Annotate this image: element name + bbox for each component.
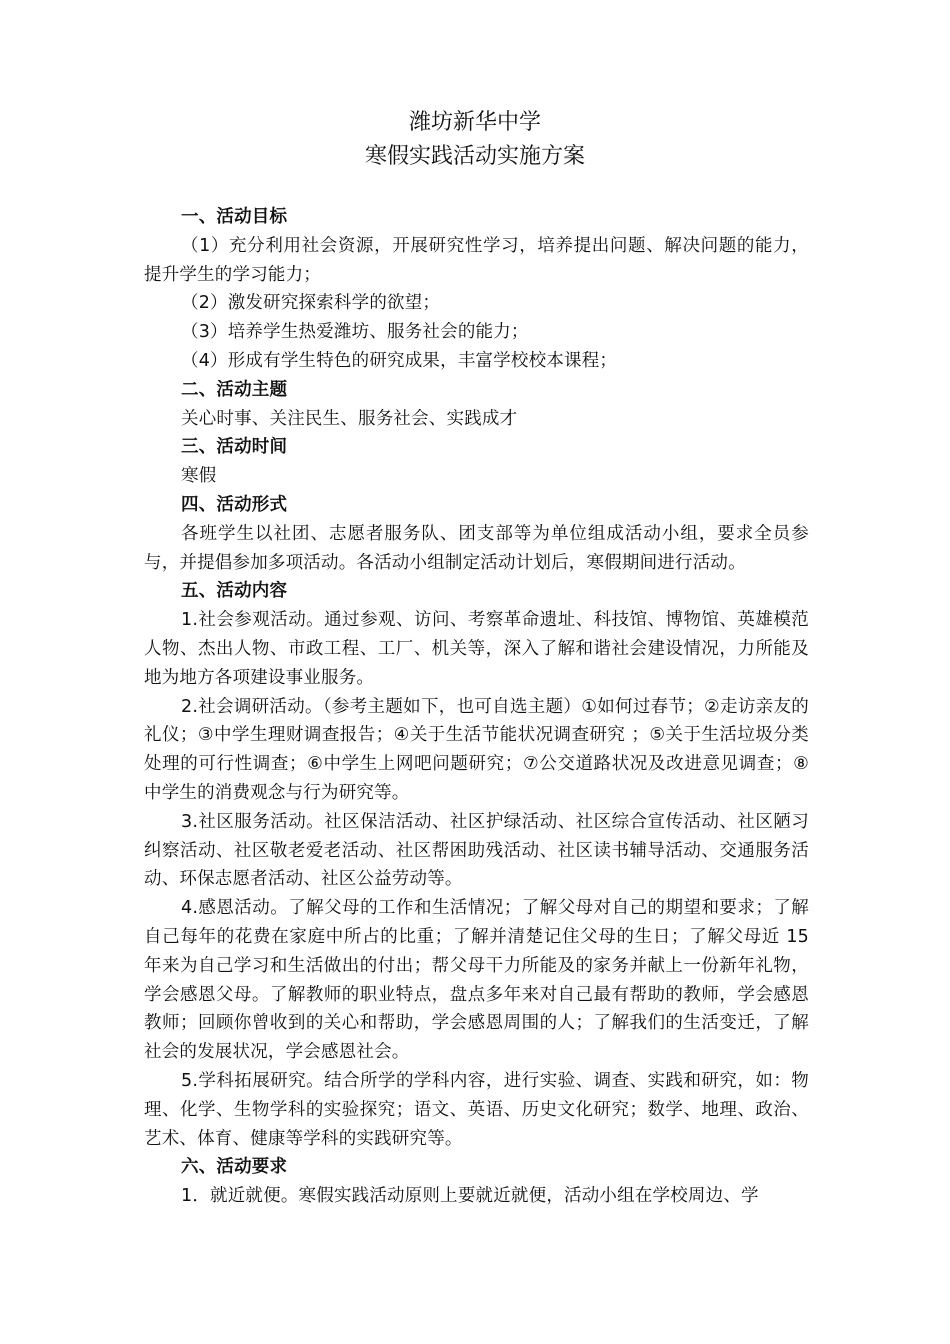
goal-item-1: （1）充分利用社会资源，开展研究性学习，培养提出问题、解决问题的能力，提升学生的学习能力；	[144, 235, 809, 285]
time-text: 寒假	[181, 466, 217, 487]
section-heading-goals: 一、活动目标	[181, 207, 288, 227]
content-item-1: 1.社会参观活动。通过参观、访问、考察革命遗址、科技馆、博物馆、英雄模范人物、杰出人物、市政工程、工厂、机关等，深入了解和谐社会建设情况，力所能及地为地方各项建设事业服务。	[144, 610, 809, 688]
content-item-5: 5.学科拓展研究。结合所学的学科内容，进行实验、调查、实践和研究，如：物理、化学、生物学科的实验探究；语文、英语、历史文化研究；数学、地理、政治、艺术、体育、健康等学科的实践研究等。	[144, 1070, 809, 1149]
content-item-3: 3.社区服务活动。社区保洁活动、社区护绿活动、社区综合宣传活动、社区陋习纠察活动、社区敬老爱老活动、社区帮困助残活动、社区读书辅导活动、交通服务活动、环保志愿者活动、社区公益劳动等。	[144, 811, 809, 890]
content-item-2: 2.社会调研活动。（参考主题如下，也可自选主题）①如何过春节；②走访亲友的礼仪；③中学生理财调查报告；④关于生活节能状况调查研究 ；⑤关于生活垃圾分类处理的可行性调查；⑥中学生上网吧问题研究；⑦公交道路状况及改进意见调查；⑧中学生的消费观念与行为研究等。	[144, 696, 809, 803]
section-heading-requirements: 六、活动要求	[181, 1157, 288, 1178]
theme-text: 关心时事、关注民生、服务社会、实践成才	[181, 408, 518, 429]
goal-item-2: （2）激发研究探索科学的欲望；	[181, 293, 441, 314]
content-item-4: 4.感恩活动。了解父母的工作和生活情况；了解父母对自己的期望和要求；了解自己每年的花费在家庭中所占的比重；了解并清楚记住父母的生日；了解父母近 15 年来为自己学习和生活做出的付出；帮父母干力所能及的家务并献上一份新年礼物，学会感恩父母。了解教师的职业特点，盘点多年来对自己最有帮助的教师，学会感恩教师；回顾你曾收到的关心和帮助，学会感恩周围的人；了解我们的生活变迁，了解社会的发展状况，学会感恩社会。	[144, 898, 809, 1063]
school-name: 潍坊新华中学	[408, 110, 541, 135]
goal-item-4: （4）形成有学生特色的研究成果，丰富学校校本课程；	[181, 350, 618, 371]
document-body	[144, 203, 809, 1211]
section-heading-content: 五、活动内容	[181, 581, 288, 602]
format-text: 各班学生以社团、志愿者服务队、团支部等为单位组成活动小组，要求全员参与，并提倡参加多项活动。各活动小组制定活动计划后，寒假期间进行活动。	[144, 523, 809, 573]
plan-title: 寒假实践活动实施方案	[364, 144, 585, 169]
section-heading-format: 四、活动形式	[181, 494, 288, 515]
requirement-item-1: 1．就近就便。寒假实践活动原则上要就近就便，活动小组在学校周边、学	[181, 1186, 759, 1207]
goal-item-3: （3）培养学生热爱潍坊、服务社会的能力；	[181, 322, 529, 343]
document-title	[0, 106, 950, 174]
section-heading-theme: 二、活动主题	[181, 379, 288, 400]
section-heading-time: 三、活动时间	[181, 437, 288, 458]
